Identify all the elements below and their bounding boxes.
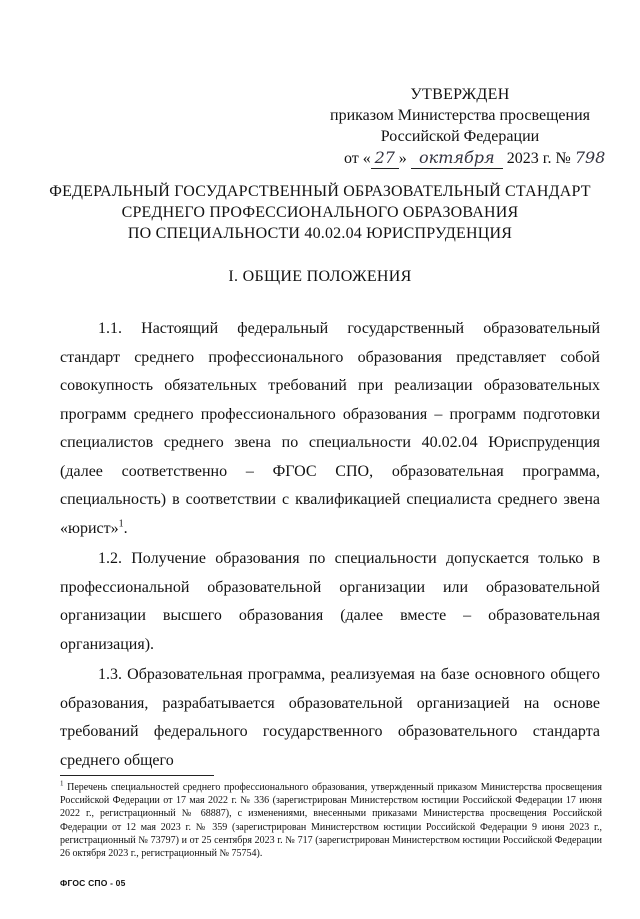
approval-block (330, 84, 606, 169)
footnote-reference: 1 (118, 518, 124, 530)
approval-date-line (330, 147, 606, 169)
body-text (60, 315, 600, 775)
paragraph-1-3: 1.3. Образовательная программа, реализуемая на базе основного общего образования, разрабатывается образовательной организацией на основе требований федерального государственного образовательного стандарта среднего общего (60, 666, 600, 769)
date-year: 2023 г. № (506, 150, 571, 167)
title-line-3: ПО СПЕЦИАЛЬНОСТИ 40.02.04 ЮРИСПРУДЕНЦИЯ (127, 225, 513, 242)
handwritten-month: октября (411, 147, 503, 169)
footnote-text: Перечень специальностей среднего профессионального образования, утвержденный приказом Министерства просвещения Российской Федерации от 17 мая 2022 г. № 336 (зарегистрирован Министерством юстиции Российской Федерации 17 июня 2022 г., регистрационный № 68887), с изменениями, внесенными приказами Министерства просвещения Российской Федерации от 12 мая 2023 г. № 359 (зарегистрирован Министерством юстиции Российской Федерации 9 июня 2023 г., регистрационный № 73797) и от 25 сентября 2023 г. № 717 (зарегистрирован Министерством юстиции Российской Федерации 26 октября 2023 г., регистрационный № 75754). (60, 782, 602, 860)
handwritten-day: 27 (371, 147, 399, 169)
paragraph-1-1-end: . (123, 519, 128, 537)
approval-line-ministry: приказом Министерства просвещения (330, 107, 590, 124)
paragraph-1-2: 1.2. Получение образования по специальности допускается только в профессиональной образовательной организации или образовательной организации высшего образования (далее вместе – образовательная организация). (60, 550, 600, 653)
footer-standard-code: ФГОС СПО - 05 (60, 878, 126, 888)
date-mid: » (398, 150, 407, 167)
section-heading: I. ОБЩИЕ ПОЛОЖЕНИЯ (228, 268, 412, 285)
handwritten-order-number: 798 (574, 148, 606, 167)
footnote-mark: 1 (60, 779, 64, 788)
document-title (40, 181, 600, 244)
footnote (60, 781, 602, 860)
paragraph-1-1 (60, 315, 600, 543)
paragraph-1-1-text: 1.1. Настоящий федеральный государственный образовательный стандарт среднего профессионального образования представляет собой совокупность обязательных требований при реализации образовательных программ среднего профессионального образования – программ подготовки специалистов среднего звена по специальности 40.02.04 Юриспруденция (далее соответственно – ФГОС СПО, образовательная программа, специальность) в соответствии с квалификацией специалиста среднего звена «юрист» (60, 320, 600, 537)
title-line-2: СРЕДНЕГО ПРОФЕССИОНАЛЬНОГО ОБРАЗОВАНИЯ (121, 204, 519, 221)
title-line-1: ФЕДЕРАЛЬНЫЙ ГОСУДАРСТВЕННЫЙ ОБРАЗОВАТЕЛЬНЫЙ СТАНДАРТ (49, 183, 591, 200)
footnote-divider (60, 775, 214, 776)
approval-line-federation: Российской Федерации (380, 128, 540, 145)
date-prefix: от « (344, 150, 371, 167)
approval-heading: УТВЕРЖДЕН (410, 86, 510, 103)
